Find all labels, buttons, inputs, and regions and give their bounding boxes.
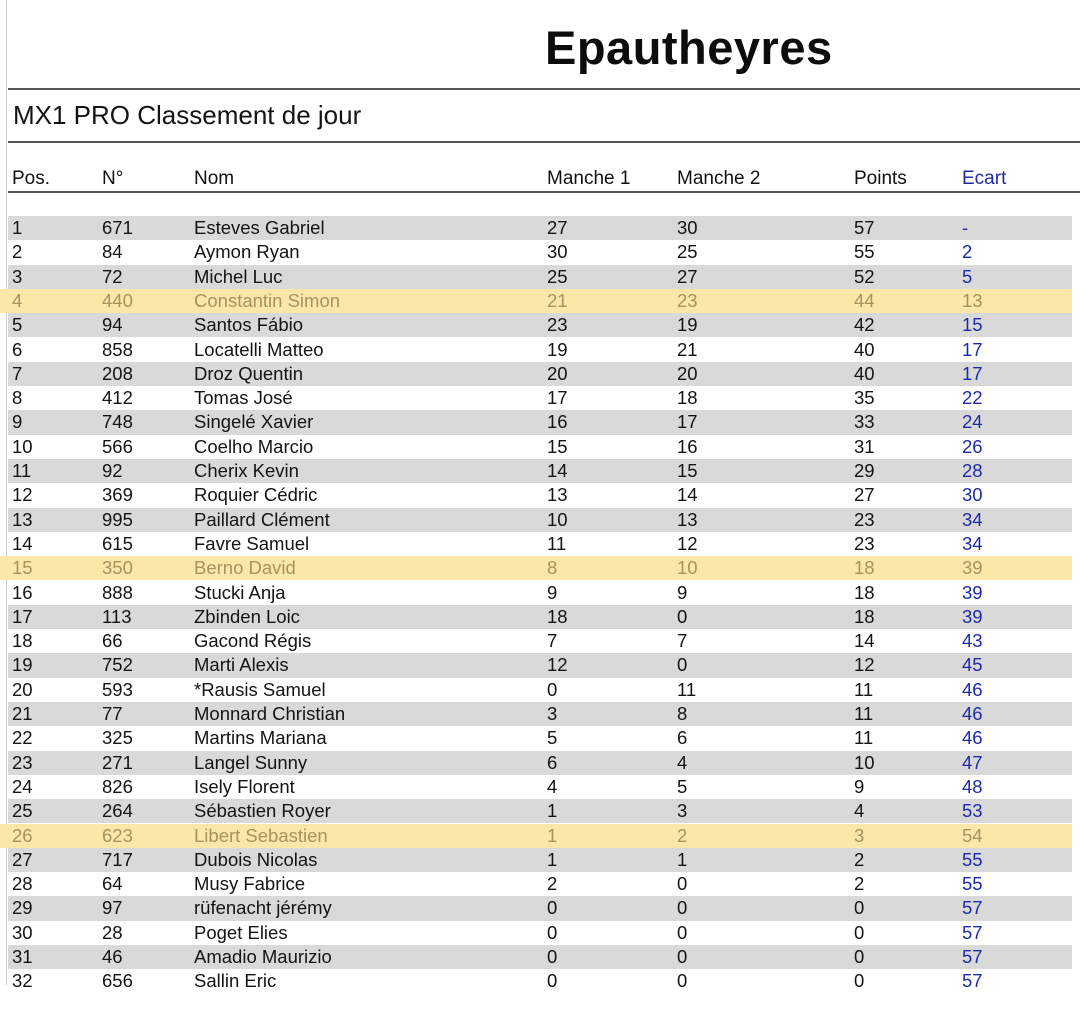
header-manche1: Manche 1 [547,168,631,189]
cell-manche1: 11 [547,532,567,554]
cell-number: 46 [102,946,123,967]
cell-name: Santos Fábio [194,314,304,336]
cell-ecart: 22 [962,387,983,409]
cell-manche2: 0 [677,897,688,919]
cell-name: Droz Quentin [194,362,303,384]
cell-ecart: 39 [962,581,983,603]
table-row [8,969,1072,993]
cell-points: 55 [854,241,875,263]
cell-number: 752 [102,654,133,676]
cell-manche2: 4 [677,751,688,773]
cell-number: 858 [102,338,133,360]
cell-manche2: 3 [677,800,688,822]
cell-name: Berno David [194,557,296,579]
cell-name: Monnard Christian [194,703,346,724]
cell-manche1: 27 [547,217,568,238]
cell-name: Paillard Clément [194,508,330,530]
cell-points: 4 [854,800,865,822]
cell-name: Favre Samuel [194,532,310,554]
cell-ecart: 47 [962,751,983,773]
table-row [8,386,1072,410]
cell-pos: 13 [12,508,33,530]
table-row [8,629,1072,653]
table-row [8,338,1072,362]
cell-number: 593 [102,678,133,700]
cell-ecart: 43 [962,630,983,652]
cell-pos: 14 [12,532,33,554]
cell-number: 623 [102,824,133,846]
cell-ecart: 34 [962,508,983,530]
cell-manche1: 1 [547,800,558,822]
cell-manche1: 16 [547,411,568,433]
cell-pos: 28 [12,873,33,895]
table-row [8,848,1072,872]
cell-pos: 16 [12,581,33,603]
cell-points: 14 [854,630,875,652]
cell-pos: 3 [12,265,23,287]
table-row [8,410,1072,434]
cell-points: 44 [854,289,875,311]
cell-manche2: 8 [677,703,688,724]
cell-manche2: 23 [677,289,698,311]
cell-manche1: 7 [547,630,558,652]
cell-ecart: 17 [962,338,983,360]
cell-manche1: 17 [547,387,568,409]
header-points: Points [854,168,907,189]
cell-pos: 7 [12,362,23,384]
cell-ecart: 39 [962,605,983,627]
cell-manche2: 15 [677,460,698,481]
cell-number: 28 [102,921,123,943]
cell-points: 35 [854,387,875,409]
cell-number: 888 [102,581,133,603]
table-row [8,483,1072,507]
cell-points: 2 [854,848,865,870]
table-row [8,726,1072,750]
cell-pos: 8 [12,387,23,409]
cell-number: 656 [102,970,133,992]
cell-name: Constantin Simon [194,289,341,311]
cell-manche2: 30 [677,217,698,238]
cell-ecart: 13 [962,289,983,311]
cell-ecart: 39 [962,557,983,579]
cell-number: 92 [102,460,123,481]
cell-points: 27 [854,484,875,506]
cell-number: 84 [102,241,123,263]
cell-ecart: 55 [962,848,983,870]
cell-name: Cherix Kevin [194,460,299,481]
cell-number: 350 [102,557,133,579]
cell-points: 12 [854,654,875,676]
cell-points: 52 [854,265,875,287]
cell-manche1: 0 [547,970,558,992]
table-row [8,945,1072,969]
cell-manche1: 0 [547,678,558,700]
table-row [8,265,1072,289]
cell-number: 566 [102,435,133,457]
cell-manche1: 1 [547,824,558,846]
header-name: Nom [194,168,235,189]
cell-name: Aymon Ryan [194,241,300,263]
cell-name: Singelé Xavier [194,411,314,433]
cell-ecart: 55 [962,873,983,895]
cell-number: 271 [102,751,133,773]
cell-points: 3 [854,824,865,846]
cell-number: 64 [102,873,123,895]
cell-ecart: 26 [962,435,983,457]
cell-name: Tomas José [194,387,293,409]
cell-name: Marti Alexis [194,654,289,676]
cell-manche2: 13 [677,508,698,530]
cell-manche2: 18 [677,387,698,409]
table-header [0,166,1080,192]
table-row [8,581,1072,605]
cell-manche2: 17 [677,411,698,433]
cell-manche2: 19 [677,314,698,336]
table-row [8,678,1072,702]
cell-pos: 10 [12,435,33,457]
cell-pos: 12 [12,484,33,506]
cell-number: 826 [102,775,133,797]
cell-manche1: 2 [547,873,558,895]
cell-name: Isely Florent [194,775,295,797]
cell-manche1: 19 [547,338,568,360]
cell-pos: 4 [12,289,23,311]
cell-pos: 23 [12,751,33,773]
cell-ecart: 28 [962,460,983,481]
cell-pos: 11 [12,460,32,481]
cell-name: Coelho Marcio [194,435,314,457]
cell-ecart: 48 [962,775,983,797]
header-divider [8,191,1080,193]
cell-manche2: 5 [677,775,688,797]
cell-number: 369 [102,484,133,506]
cell-name: Libert Sebastien [194,824,328,846]
cell-pos: 22 [12,727,33,749]
cell-pos: 6 [12,338,23,360]
cell-manche1: 0 [547,897,558,919]
cell-pos: 5 [12,314,23,336]
header-ecart: Ecart [962,168,1007,189]
cell-manche2: 0 [677,970,688,992]
cell-number: 717 [102,848,133,870]
cell-number: 94 [102,314,123,336]
table-row [8,216,1072,240]
cell-name: Musy Fabrice [194,873,306,895]
cell-number: 77 [102,703,123,724]
cell-points: 40 [854,338,875,360]
cell-name: Poget Elies [194,921,288,943]
header-number: N° [102,168,124,189]
cell-number: 615 [102,532,133,554]
cell-ecart: 46 [962,727,983,749]
cell-manche1: 23 [547,314,568,336]
cell-ecart: - [962,217,969,238]
table-row [8,872,1072,896]
cell-ecart: 54 [962,824,983,846]
cell-points: 57 [854,217,875,238]
cell-pos: 32 [12,970,33,992]
cell-manche2: 0 [677,654,688,676]
table-row [8,313,1072,337]
cell-ecart: 15 [962,314,983,336]
cell-manche1: 25 [547,265,568,287]
cell-manche1: 15 [547,435,568,457]
table-row [0,824,1072,848]
table-row [8,508,1072,532]
cell-manche2: 0 [677,921,688,943]
cell-points: 0 [854,921,865,943]
cell-manche1: 3 [547,703,558,724]
cell-manche2: 20 [677,362,698,384]
table-row [8,240,1072,264]
table-row [8,435,1072,459]
cell-manche1: 20 [547,362,568,384]
cell-name: Martins Mariana [194,727,327,749]
cell-points: 23 [854,508,875,530]
cell-points: 33 [854,411,875,433]
cell-pos: 9 [12,411,23,433]
cell-manche1: 6 [547,751,558,773]
cell-manche1: 1 [547,848,558,870]
cell-name: Roquier Cédric [194,484,318,506]
cell-manche1: 18 [547,605,568,627]
cell-manche2: 27 [677,265,698,287]
cell-pos: 18 [12,630,33,652]
cell-number: 72 [102,265,123,287]
table-row [8,653,1072,677]
cell-manche1: 4 [547,775,558,797]
cell-manche2: 0 [677,873,688,895]
cell-points: 10 [854,751,875,773]
cell-name: Langel Sunny [194,751,308,773]
cell-manche2: 11 [677,678,697,700]
cell-manche2: 16 [677,435,698,457]
cell-ecart: 53 [962,800,983,822]
cell-pos: 30 [12,921,33,943]
cell-manche1: 21 [547,289,568,311]
cell-manche1: 14 [547,460,568,481]
cell-ecart: 2 [962,241,973,263]
cell-points: 23 [854,532,875,554]
cell-name: Sébastien Royer [194,800,331,822]
cell-points: 42 [854,314,875,336]
title-divider [8,88,1080,90]
cell-manche2: 0 [677,605,688,627]
cell-pos: 19 [12,654,33,676]
cell-points: 11 [854,703,874,724]
cell-manche1: 12 [547,654,568,676]
cell-points: 18 [854,581,875,603]
table-row [8,896,1072,920]
cell-ecart: 57 [962,921,983,943]
cell-ecart: 30 [962,484,983,506]
cell-manche2: 21 [677,338,698,360]
cell-manche1: 30 [547,241,568,263]
cell-pos: 24 [12,775,33,797]
cell-pos: 27 [12,848,33,870]
cell-manche2: 1 [677,848,688,870]
header-manche2: Manche 2 [677,168,761,189]
cell-points: 0 [854,970,865,992]
cell-manche2: 25 [677,241,698,263]
table-row [8,702,1072,726]
cell-name: *Rausis Samuel [194,678,326,700]
cell-name: Esteves Gabriel [194,217,325,238]
classification-subtitle: MX1 PRO Classement de jour [13,100,362,130]
table-row [0,289,1072,313]
cell-manche2: 12 [677,532,698,554]
cell-manche2: 9 [677,581,688,603]
cell-pos: 29 [12,897,33,919]
cell-ecart: 57 [962,970,983,992]
cell-pos: 17 [12,605,33,627]
cell-name: Dubois Nicolas [194,848,318,870]
cell-ecart: 45 [962,654,983,676]
cell-number: 325 [102,727,133,749]
cell-number: 748 [102,411,133,433]
cell-pos: 31 [12,946,33,967]
table-row [8,775,1072,799]
cell-points: 11 [854,678,874,700]
cell-pos: 21 [12,703,33,724]
table-row [8,921,1072,945]
cell-number: 208 [102,362,133,384]
cell-manche1: 8 [547,557,558,579]
cell-points: 0 [854,946,865,967]
table-row [8,751,1072,775]
cell-pos: 25 [12,800,33,822]
header-pos: Pos. [12,168,51,189]
cell-name: Zbinden Loic [194,605,300,627]
cell-manche1: 0 [547,921,558,943]
table-row [8,605,1072,629]
cell-manche1: 0 [547,946,558,967]
subtitle-divider [8,141,1080,143]
page-title: Epautheyres [545,21,833,74]
cell-points: 18 [854,557,875,579]
cell-points: 40 [854,362,875,384]
cell-points: 11 [854,727,874,749]
cell-ecart: 17 [962,362,983,384]
cell-points: 18 [854,605,875,627]
cell-name: Locatelli Matteo [194,338,324,360]
cell-manche2: 2 [677,824,688,846]
cell-number: 113 [102,605,132,627]
cell-manche1: 10 [547,508,568,530]
cell-number: 671 [102,217,133,238]
cell-pos: 1 [12,217,23,238]
cell-ecart: 24 [962,411,983,433]
cell-number: 440 [102,289,133,311]
cell-manche2: 14 [677,484,698,506]
cell-pos: 26 [12,824,33,846]
cell-manche2: 10 [677,557,698,579]
cell-points: 2 [854,873,865,895]
table-row [8,799,1072,823]
cell-ecart: 57 [962,946,983,967]
cell-ecart: 57 [962,897,983,919]
table-row [8,532,1072,556]
cell-name: rüfenacht jérémy [194,897,332,919]
cell-name: Michel Luc [194,265,283,287]
cell-number: 412 [102,387,133,409]
cell-manche2: 0 [677,946,688,967]
cell-manche1: 9 [547,581,558,603]
cell-manche2: 6 [677,727,688,749]
cell-manche1: 5 [547,727,558,749]
cell-name: Gacond Régis [194,630,312,652]
cell-manche2: 7 [677,630,688,652]
cell-ecart: 46 [962,703,983,724]
cell-manche1: 13 [547,484,568,506]
cell-points: 0 [854,897,865,919]
cell-ecart: 34 [962,532,983,554]
cell-number: 995 [102,508,133,530]
cell-name: Stucki Anja [194,581,286,603]
cell-points: 9 [854,775,865,797]
cell-pos: 20 [12,678,33,700]
cell-pos: 2 [12,241,23,263]
cell-points: 31 [854,435,875,457]
cell-points: 29 [854,460,875,481]
cell-ecart: 46 [962,678,983,700]
cell-name: Sallin Eric [194,970,277,992]
cell-number: 66 [102,630,123,652]
cell-number: 97 [102,897,123,919]
table-row [0,556,1072,580]
cell-ecart: 5 [962,265,973,287]
table-row [8,459,1072,483]
cell-number: 264 [102,800,133,822]
cell-pos: 15 [12,557,33,579]
results-table-body [0,216,1080,992]
cell-name: Amadio Maurizio [194,946,332,967]
table-row [8,362,1072,386]
